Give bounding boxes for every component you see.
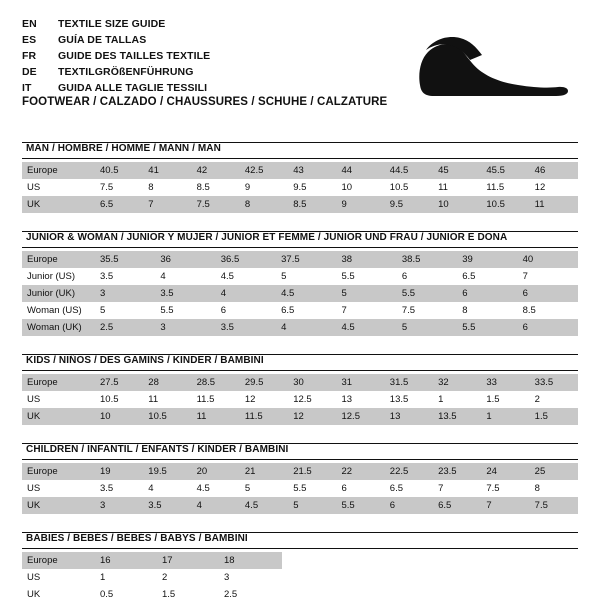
table-row: [22, 319, 578, 336]
cell: 6.5: [457, 268, 517, 285]
table-row: [22, 408, 578, 425]
cell: 5: [95, 302, 155, 319]
cell: 45.5: [481, 162, 529, 179]
language-code: ES: [22, 34, 37, 46]
row-label: UK: [22, 586, 95, 603]
row-label: Junior (UK): [22, 285, 95, 302]
cell: 5: [288, 497, 336, 514]
cell: 20: [192, 463, 240, 480]
row-label: UK: [22, 408, 95, 425]
language-row: [22, 16, 210, 32]
cell: 12.5: [336, 408, 384, 425]
cell: 33.5: [530, 374, 578, 391]
section-title: KIDS / NIÑOS / DES GAMINS / KINDER / BAMBINI: [26, 355, 264, 366]
cell: 12: [530, 179, 578, 196]
cell: 12: [240, 391, 288, 408]
cell: 5.5: [337, 268, 397, 285]
cell: 12.5: [288, 391, 336, 408]
divider: [22, 548, 578, 549]
cell: 4.5: [337, 319, 397, 336]
cell: 3: [219, 569, 282, 586]
footwear-title: FOOTWEAR / CALZADO / CHAUSSURES / SCHUHE / CALZATURE: [22, 96, 388, 108]
cell: 8.5: [288, 196, 336, 213]
cell: 32: [433, 374, 481, 391]
cell: 3: [155, 319, 215, 336]
cell: 11.5: [192, 391, 240, 408]
row-label: UK: [22, 497, 95, 514]
divider: [22, 158, 578, 159]
cell: 6.5: [433, 497, 481, 514]
cell: 3.5: [95, 480, 143, 497]
cell: 4.5: [276, 285, 336, 302]
cell: 12: [288, 408, 336, 425]
cell: 38: [337, 251, 397, 268]
cell: 3.5: [155, 285, 215, 302]
cell: 39: [457, 251, 517, 268]
cell: 11: [192, 408, 240, 425]
section-babies: [22, 532, 578, 603]
cell: 5: [276, 268, 336, 285]
table-row: [22, 552, 282, 569]
divider: [22, 247, 578, 248]
table-row: [22, 480, 578, 497]
cell: 44: [336, 162, 384, 179]
cell: 23.5: [433, 463, 481, 480]
size-table-children: [22, 463, 578, 514]
cell: 18: [219, 552, 282, 569]
cell: 31: [336, 374, 384, 391]
cell: 7.5: [95, 179, 143, 196]
row-label: Europe: [22, 162, 95, 179]
cell: 6.5: [276, 302, 336, 319]
cell: 10: [433, 196, 481, 213]
cell: 3: [95, 497, 143, 514]
cell: 13.5: [385, 391, 433, 408]
cell: 4: [276, 319, 336, 336]
cell: 7: [143, 196, 191, 213]
language-title: GUÍA DE TALLAS: [58, 34, 147, 46]
table-row: [22, 302, 578, 319]
section-children: [22, 443, 578, 514]
row-label: Europe: [22, 463, 95, 480]
cell: 9.5: [288, 179, 336, 196]
cell: 40.5: [95, 162, 143, 179]
cell: 6: [518, 285, 578, 302]
cell: 31.5: [385, 374, 433, 391]
cell: 3.5: [95, 268, 155, 285]
cell: 1.5: [530, 408, 578, 425]
cell: 7: [518, 268, 578, 285]
table-row: [22, 463, 578, 480]
cell: 11.5: [240, 408, 288, 425]
cell: 6.5: [95, 196, 143, 213]
cell: 2: [530, 391, 578, 408]
cell: 25: [530, 463, 578, 480]
cell: 4: [216, 285, 276, 302]
row-label: US: [22, 179, 95, 196]
cell: 7.5: [481, 480, 529, 497]
cell: 38.5: [397, 251, 457, 268]
table-row: [22, 569, 282, 586]
cell: 45: [433, 162, 481, 179]
cell: 6: [397, 268, 457, 285]
cell: 4: [192, 497, 240, 514]
cell: 13: [336, 391, 384, 408]
cell: 5.5: [155, 302, 215, 319]
language-title: TEXTILGRÖßENFÜHRUNG: [58, 66, 194, 78]
section-junior-woman: [22, 231, 578, 336]
cell: 33: [481, 374, 529, 391]
table-row: [22, 179, 578, 196]
cell: 5.5: [336, 497, 384, 514]
cell: 10.5: [385, 179, 433, 196]
cell: 21.5: [288, 463, 336, 480]
cell: 7: [337, 302, 397, 319]
cell: 8: [457, 302, 517, 319]
cell: 30: [288, 374, 336, 391]
cell: 11: [143, 391, 191, 408]
cell: 7.5: [192, 196, 240, 213]
table-row: [22, 268, 578, 285]
cell: 5: [240, 480, 288, 497]
cell: 19: [95, 463, 143, 480]
cell: 11: [433, 179, 481, 196]
size-table-man: [22, 162, 578, 213]
cell: 2.5: [219, 586, 282, 603]
size-table-babies: [22, 552, 282, 603]
language-title-list: [22, 16, 210, 96]
cell: 2: [157, 569, 219, 586]
cell: 37.5: [276, 251, 336, 268]
section-title: CHILDREN / INFANTIL / ENFANTS / KINDER / BAMBINI: [26, 444, 289, 455]
cell: 5: [337, 285, 397, 302]
cell: 43: [288, 162, 336, 179]
table-row: [22, 586, 282, 603]
cell: 41: [143, 162, 191, 179]
cell: 24: [481, 463, 529, 480]
cell: 44.5: [385, 162, 433, 179]
cell: 42: [192, 162, 240, 179]
section-title: MAN / HOMBRE / HOMME / MANN / MAN: [26, 143, 221, 154]
divider: [22, 459, 578, 460]
cell: 6: [457, 285, 517, 302]
cell: 6: [216, 302, 276, 319]
section-man: [22, 142, 578, 213]
row-label: Europe: [22, 374, 95, 391]
cell: 13.5: [433, 408, 481, 425]
table-row: [22, 285, 578, 302]
cell: 8: [240, 196, 288, 213]
language-code: IT: [22, 82, 32, 94]
cell: 1: [95, 569, 157, 586]
cell: 5.5: [397, 285, 457, 302]
cell: 4.5: [216, 268, 276, 285]
row-label: US: [22, 391, 95, 408]
cell: 8.5: [192, 179, 240, 196]
cell: 6.5: [385, 480, 433, 497]
divider: [22, 370, 578, 371]
cell: 36: [155, 251, 215, 268]
cell: 13: [385, 408, 433, 425]
cell: 3: [95, 285, 155, 302]
cell: 16: [95, 552, 157, 569]
cell: 6: [518, 319, 578, 336]
cell: 7: [433, 480, 481, 497]
section-title: JUNIOR & WOMAN / JUNIOR Y MUJER / JUNIOR ET FEMME / JUNIOR UND FRAU / JUNIOR E DONA: [26, 232, 508, 243]
language-row: [22, 80, 210, 96]
row-label: Woman (US): [22, 302, 95, 319]
cell: 46: [530, 162, 578, 179]
cell: 6: [385, 497, 433, 514]
cell: 10: [95, 408, 143, 425]
cell: 22: [336, 463, 384, 480]
table-row: [22, 162, 578, 179]
cell: 9: [240, 179, 288, 196]
cell: 8.5: [518, 302, 578, 319]
cell: 6: [336, 480, 384, 497]
cell: 7: [481, 497, 529, 514]
dress-shoe-silhouette-icon: [390, 30, 570, 102]
cell: 0.5: [95, 586, 157, 603]
cell: 17: [157, 552, 219, 569]
cell: 28: [143, 374, 191, 391]
cell: 27.5: [95, 374, 143, 391]
cell: 9.5: [385, 196, 433, 213]
cell: 4.5: [192, 480, 240, 497]
cell: 11.5: [481, 179, 529, 196]
cell: 4.5: [240, 497, 288, 514]
cell: 21: [240, 463, 288, 480]
row-label: Woman (UK): [22, 319, 95, 336]
cell: 35.5: [95, 251, 155, 268]
cell: 5.5: [457, 319, 517, 336]
cell: 22.5: [385, 463, 433, 480]
cell: 1.5: [481, 391, 529, 408]
cell: 5.5: [288, 480, 336, 497]
cell: 19.5: [143, 463, 191, 480]
row-label: US: [22, 480, 95, 497]
cell: 10: [336, 179, 384, 196]
cell: 5: [397, 319, 457, 336]
row-label: Junior (US): [22, 268, 95, 285]
table-row: [22, 497, 578, 514]
row-label: Europe: [22, 251, 95, 268]
cell: 4: [155, 268, 215, 285]
cell: 1: [433, 391, 481, 408]
cell: 8: [143, 179, 191, 196]
cell: 40: [518, 251, 578, 268]
cell: 7.5: [397, 302, 457, 319]
table-row: [22, 391, 578, 408]
cell: 8: [530, 480, 578, 497]
language-title: GUIDA ALLE TAGLIE TESSILI: [58, 82, 208, 94]
language-code: FR: [22, 50, 37, 62]
cell: 1: [481, 408, 529, 425]
table-row: [22, 374, 578, 391]
cell: 28.5: [192, 374, 240, 391]
language-title: GUIDE DES TAILLES TEXTILE: [58, 50, 211, 62]
section-kids: [22, 354, 578, 425]
language-code: DE: [22, 66, 37, 78]
cell: 4: [143, 480, 191, 497]
cell: 42.5: [240, 162, 288, 179]
language-row: [22, 64, 210, 80]
language-row: [22, 32, 210, 48]
cell: 10.5: [143, 408, 191, 425]
row-label: Europe: [22, 552, 95, 569]
cell: 2.5: [95, 319, 155, 336]
row-label: US: [22, 569, 95, 586]
table-row: [22, 251, 578, 268]
cell: 29.5: [240, 374, 288, 391]
cell: 36.5: [216, 251, 276, 268]
language-code: EN: [22, 18, 37, 30]
cell: 3.5: [143, 497, 191, 514]
cell: 3.5: [216, 319, 276, 336]
cell: 11: [530, 196, 578, 213]
cell: 10.5: [481, 196, 529, 213]
language-row: [22, 48, 210, 64]
language-title: TEXTILE SIZE GUIDE: [58, 18, 166, 30]
table-row: [22, 196, 578, 213]
cell: 1.5: [157, 586, 219, 603]
header: [22, 16, 578, 108]
section-title: BABIES / BEBÉS / BÉBÉS / BABYS / BAMBINI: [26, 533, 248, 544]
cell: 7.5: [530, 497, 578, 514]
cell: 10.5: [95, 391, 143, 408]
row-label: UK: [22, 196, 95, 213]
size-table-junior-woman: [22, 251, 578, 336]
size-table-kids: [22, 374, 578, 425]
cell: 9: [336, 196, 384, 213]
